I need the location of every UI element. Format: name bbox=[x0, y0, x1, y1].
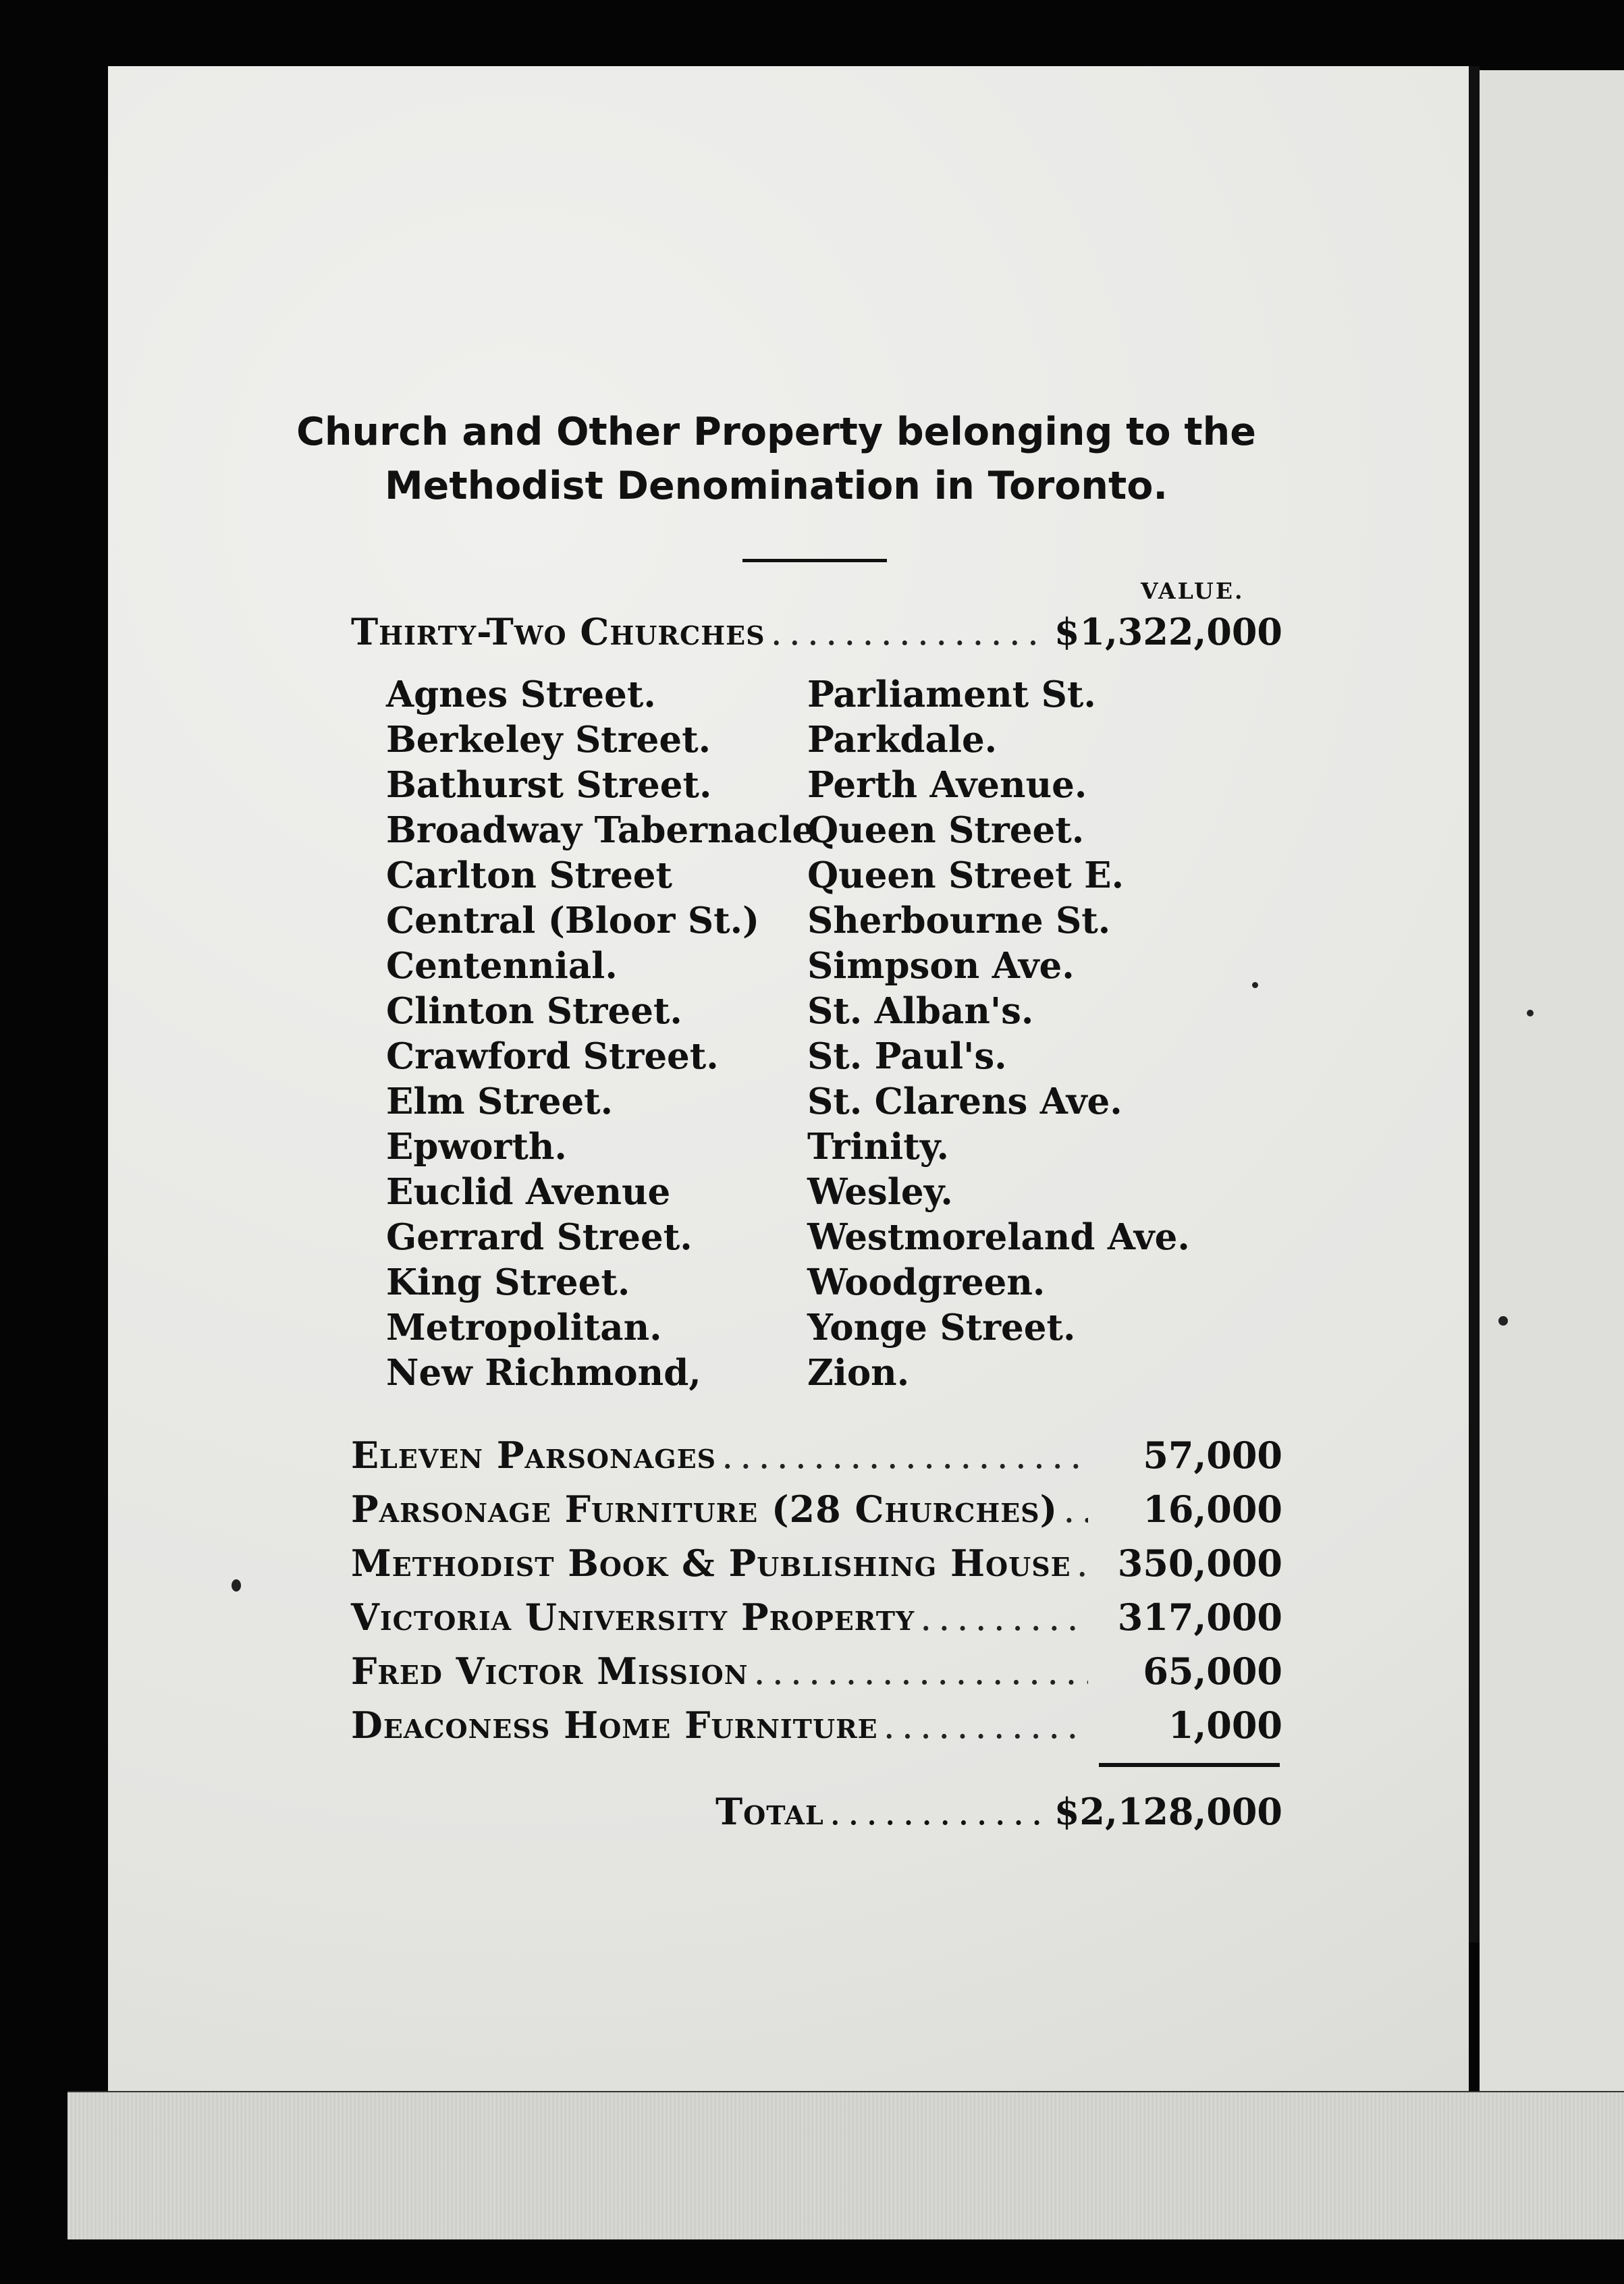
church-name: Trinity. bbox=[807, 1126, 949, 1168]
property-label: Deaconess Home Furniture bbox=[351, 1704, 878, 1747]
church-name: Queen Street E. bbox=[807, 854, 1125, 896]
page-edge-shadow bbox=[1469, 66, 1480, 1942]
church-name: Agnes Street. bbox=[386, 674, 656, 715]
church-name: Queen Street. bbox=[807, 809, 1085, 851]
value-column-header: VALUE. bbox=[1141, 578, 1245, 604]
church-name: St. Alban's. bbox=[807, 990, 1034, 1032]
church-name: Central (Bloor St.) bbox=[386, 900, 760, 942]
church-name: St. Paul's. bbox=[807, 1035, 1007, 1077]
page-title bbox=[270, 405, 1282, 513]
property-label: Methodist Book & Publishing House bbox=[351, 1542, 1071, 1585]
churches-total-row bbox=[351, 610, 1282, 653]
church-name: Elm Street. bbox=[386, 1081, 614, 1122]
church-name: Parliament St. bbox=[807, 674, 1096, 715]
property-row bbox=[351, 1488, 1282, 1531]
church-name: Simpson Ave. bbox=[807, 945, 1075, 987]
church-name: Woodgreen. bbox=[807, 1261, 1046, 1303]
property-row bbox=[351, 1434, 1282, 1477]
property-row bbox=[351, 1542, 1282, 1585]
row-value: $1,322,000 bbox=[1054, 610, 1282, 653]
church-name: Carlton Street bbox=[386, 854, 672, 896]
church-name: St. Clarens Ave. bbox=[807, 1081, 1122, 1122]
scan-speck bbox=[1527, 1010, 1534, 1016]
church-name: Yonge Street. bbox=[807, 1307, 1076, 1349]
church-name: Gerrard Street. bbox=[386, 1216, 693, 1258]
church-name: Sherbourne St. bbox=[807, 900, 1111, 942]
leader-dots bbox=[754, 1650, 1088, 1693]
scan-speck bbox=[1498, 1316, 1508, 1326]
total-label: Total bbox=[715, 1790, 824, 1833]
leader-dots bbox=[884, 1704, 1088, 1747]
church-name: Centennial. bbox=[386, 945, 618, 987]
property-value: 350,000 bbox=[1117, 1542, 1282, 1585]
church-name: Zion. bbox=[807, 1352, 910, 1394]
title-line-1: Church and Other Property belonging to the bbox=[296, 410, 1256, 454]
church-name: Epworth. bbox=[386, 1126, 567, 1168]
property-label: Victoria University Property bbox=[351, 1596, 915, 1639]
church-name: Berkeley Street. bbox=[386, 719, 711, 761]
property-value: 317,000 bbox=[1117, 1596, 1282, 1639]
church-name: Broadway Tabernacle bbox=[386, 809, 815, 851]
scan-speck bbox=[232, 1579, 241, 1592]
church-name: King Street. bbox=[386, 1261, 630, 1303]
property-value: 65,000 bbox=[1143, 1650, 1282, 1693]
church-list bbox=[386, 674, 1264, 1397]
adjacent-page-strip bbox=[1480, 70, 1624, 2239]
title-line-2: Methodist Denomination in Toronto. bbox=[384, 464, 1168, 508]
church-name: Wesley. bbox=[807, 1171, 953, 1213]
property-value: 57,000 bbox=[1143, 1434, 1282, 1477]
church-name: Perth Avenue. bbox=[807, 764, 1087, 806]
property-value: 16,000 bbox=[1143, 1488, 1282, 1531]
leader-dots bbox=[830, 1791, 1049, 1833]
leader-dots bbox=[920, 1596, 1088, 1639]
leader-dots bbox=[1063, 1488, 1088, 1531]
church-name: Parkdale. bbox=[807, 719, 998, 761]
church-name: Westmoreland Ave. bbox=[807, 1216, 1190, 1258]
church-name: Clinton Street. bbox=[386, 990, 682, 1032]
property-label: Parsonage Furniture (28 Churches) bbox=[351, 1488, 1058, 1531]
property-label: Eleven Parsonages bbox=[351, 1434, 717, 1477]
title-divider bbox=[742, 559, 887, 562]
church-name: Bathurst Street. bbox=[386, 764, 712, 806]
leader-dots bbox=[722, 1434, 1088, 1477]
total-value: $2,128,000 bbox=[1054, 1790, 1282, 1833]
property-row bbox=[351, 1704, 1282, 1747]
scan-speck bbox=[1252, 982, 1258, 988]
grand-total-row bbox=[715, 1790, 1282, 1833]
church-name: Euclid Avenue bbox=[386, 1171, 671, 1213]
church-name: Metropolitan. bbox=[386, 1307, 662, 1349]
property-row bbox=[351, 1650, 1282, 1693]
property-row bbox=[351, 1596, 1282, 1639]
church-name: Crawford Street. bbox=[386, 1035, 719, 1077]
sum-rule bbox=[1099, 1763, 1280, 1767]
leader-dots bbox=[771, 611, 1049, 653]
row-label: Thirty-Two Churches bbox=[351, 610, 765, 653]
leader-dots bbox=[1077, 1542, 1088, 1585]
property-label: Fred Victor Mission bbox=[351, 1650, 749, 1693]
scan-bottom-band bbox=[67, 2092, 1624, 2239]
property-value: 1,000 bbox=[1168, 1704, 1282, 1747]
church-name: New Richmond, bbox=[386, 1352, 701, 1394]
